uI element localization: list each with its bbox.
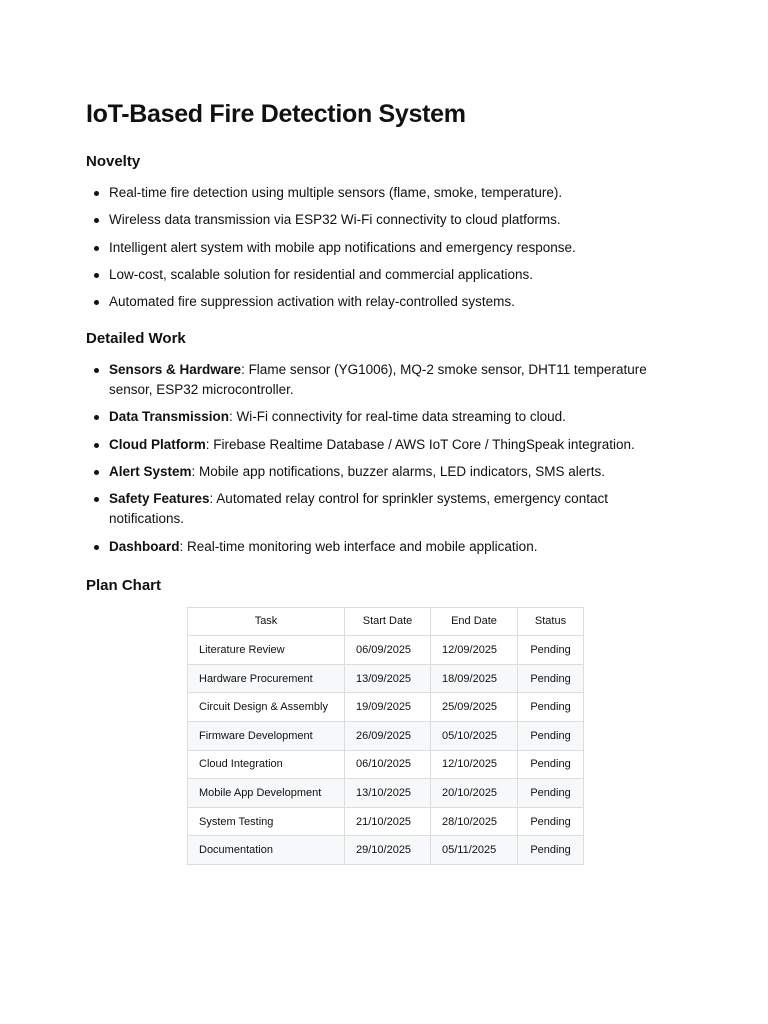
table-header-row [188, 607, 584, 636]
list-item: Real-time fire detection using multiple sensors (flame, smoke, temperature). [109, 183, 686, 203]
cell-status: Pending [518, 750, 584, 779]
cell-task: Hardware Procurement [188, 664, 345, 693]
list-item: Intelligent alert system with mobile app notifications and emergency response. [109, 238, 686, 258]
cell-task: Mobile App Development [188, 779, 345, 808]
cell-end-date: 18/09/2025 [431, 664, 518, 693]
item-label: Safety Features [109, 491, 210, 507]
list-item: Automated fire suppression activation with relay-controlled systems. [109, 292, 686, 312]
cell-start-date: 06/09/2025 [345, 636, 431, 665]
list-item: Wireless data transmission via ESP32 Wi-Fi connectivity to cloud platforms. [109, 210, 686, 230]
table-row [188, 664, 584, 693]
list-item [109, 360, 686, 400]
list-item [109, 407, 686, 427]
item-label: Sensors & Hardware [109, 362, 242, 378]
item-text: : Mobile app notifications, buzzer alarms, LED indicators, SMS alerts. [191, 464, 605, 480]
novelty-list [86, 183, 686, 312]
item-text: : Wi-Fi connectivity for real-time data streaming to cloud. [229, 409, 566, 425]
cell-end-date: 05/10/2025 [431, 722, 518, 751]
cell-end-date: 28/10/2025 [431, 807, 518, 836]
table-row [188, 779, 584, 808]
cell-end-date: 05/11/2025 [431, 836, 518, 865]
table-row [188, 836, 584, 865]
item-label: Data Transmission [109, 409, 230, 425]
cell-start-date: 06/10/2025 [345, 750, 431, 779]
cell-task: Circuit Design & Assembly [188, 693, 345, 722]
table-row [188, 807, 584, 836]
cell-task: Cloud Integration [188, 750, 345, 779]
section-heading-novelty: Novelty [86, 153, 141, 170]
column-header-start-date: Start Date [345, 607, 431, 636]
item-text: : Flame sensor (YG1006), MQ-2 smoke sensor, DHT11 temperature sensor, ESP32 microcontroller. [109, 362, 647, 398]
plan-table-wrapper [187, 607, 686, 865]
item-text: : Real-time monitoring web interface and mobile application. [179, 538, 538, 554]
plan-table [187, 607, 584, 865]
cell-start-date: 13/09/2025 [345, 664, 431, 693]
cell-status: Pending [518, 807, 584, 836]
table-row [188, 636, 584, 665]
cell-start-date: 13/10/2025 [345, 779, 431, 808]
section-heading-plan-chart: Plan Chart [86, 576, 162, 594]
list-item [109, 462, 686, 482]
cell-task: Firmware Development [188, 722, 345, 751]
section-heading-detailed-work: Detailed Work [86, 330, 186, 348]
cell-start-date: 19/09/2025 [345, 693, 431, 722]
cell-status: Pending [518, 636, 584, 665]
column-header-task: Task [188, 607, 345, 636]
cell-end-date: 12/10/2025 [431, 750, 518, 779]
item-text: : Firebase Realtime Database / AWS IoT Core / ThingSpeak integration. [205, 436, 635, 452]
cell-end-date: 20/10/2025 [431, 779, 518, 808]
item-text: : Automated relay control for sprinkler systems, emergency contact notifications. [109, 491, 608, 527]
page-title: IoT-Based Fire Detection System [86, 100, 466, 128]
list-item [109, 435, 686, 455]
table-row [188, 750, 584, 779]
column-header-status: Status [518, 607, 584, 636]
cell-status: Pending [518, 693, 584, 722]
cell-status: Pending [518, 779, 584, 808]
cell-task: Documentation [188, 836, 345, 865]
cell-status: Pending [518, 836, 584, 865]
cell-status: Pending [518, 722, 584, 751]
list-item: Low-cost, scalable solution for residential and commercial applications. [109, 265, 686, 285]
cell-task: System Testing [188, 807, 345, 836]
cell-end-date: 12/09/2025 [431, 636, 518, 665]
item-label: Alert System [109, 464, 192, 480]
list-item [109, 537, 686, 557]
detailed-work-list [86, 360, 686, 556]
column-header-end-date: End Date [431, 607, 518, 636]
cell-status: Pending [518, 664, 584, 693]
cell-start-date: 21/10/2025 [345, 807, 431, 836]
cell-end-date: 25/09/2025 [431, 693, 518, 722]
item-label: Dashboard [109, 538, 180, 554]
cell-start-date: 26/09/2025 [345, 722, 431, 751]
item-label: Cloud Platform [109, 436, 206, 452]
table-row [188, 722, 584, 751]
document [86, 96, 686, 865]
list-item [109, 489, 686, 529]
cell-start-date: 29/10/2025 [345, 836, 431, 865]
table-row [188, 693, 584, 722]
cell-task: Literature Review [188, 636, 345, 665]
